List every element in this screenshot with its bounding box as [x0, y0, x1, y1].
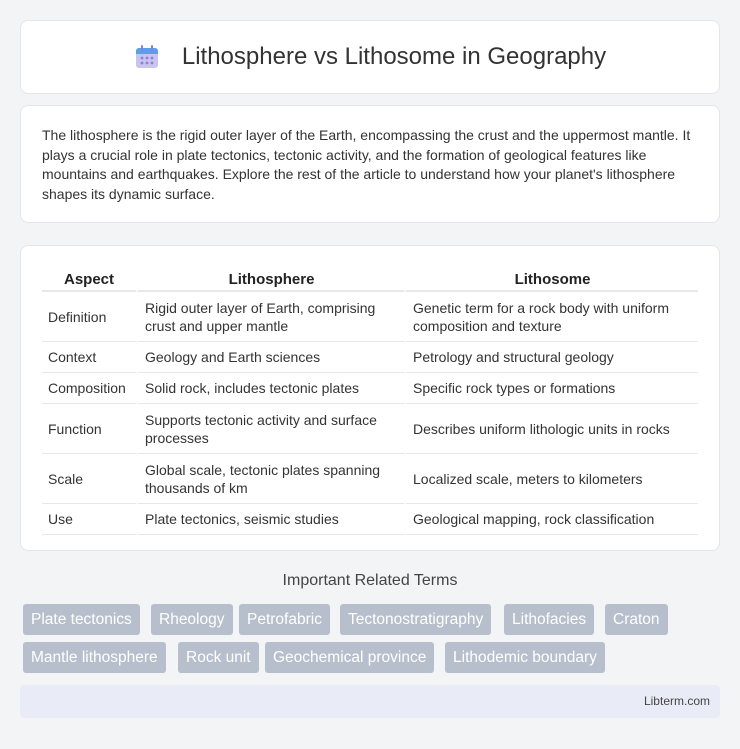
- cell-lithosome: Genetic term for a rock body with uniform composition and texture: [404, 292, 698, 342]
- cell-lithosome: Petrology and structural geology: [404, 342, 698, 373]
- related-terms-heading: Important Related Terms: [282, 572, 458, 589]
- cell-lithosphere: Supports tectonic activity and surface processes: [136, 404, 404, 454]
- table-row: [42, 342, 698, 373]
- tag-lithodemic-boundary[interactable]: Lithodemic boundary: [445, 642, 605, 673]
- cell-aspect: Use: [42, 504, 136, 535]
- table-row: [42, 454, 698, 504]
- table-row: [42, 292, 698, 342]
- cell-lithosphere: Solid rock, includes tectonic plates: [136, 373, 404, 404]
- intro-paragraph: The lithosphere is the rigid outer layer of the Earth, encompassing the crust and the uppermost mantle. It plays a crucial role in plate tectonics, tectonic activity, and the formation of geological features like mountains and earthquakes. Explore the rest of the article to understand how your planet's lithosphere shapes its dynamic surface.: [42, 127, 691, 202]
- cell-aspect: Definition: [42, 292, 136, 342]
- table-header-row: [42, 266, 698, 292]
- table-row: [42, 504, 698, 535]
- tag-craton[interactable]: Craton: [605, 604, 668, 635]
- cell-lithosphere: Plate tectonics, seismic studies: [136, 504, 404, 535]
- cell-aspect: Composition: [42, 373, 136, 404]
- column-header-lithosphere: Lithosphere: [136, 266, 404, 292]
- tag-lithofacies[interactable]: Lithofacies: [504, 604, 594, 635]
- intro-card: [20, 105, 720, 223]
- cell-lithosome: Localized scale, meters to kilometers: [404, 454, 698, 504]
- comparison-card: [20, 245, 720, 551]
- cell-aspect: Context: [42, 342, 136, 373]
- tag-tectonostratigraphy[interactable]: Tectonostratigraphy: [340, 604, 491, 635]
- page-title: Lithosphere vs Lithosome in Geography: [181, 43, 607, 70]
- footer-site-link[interactable]: Libterm.com: [643, 694, 710, 708]
- column-header-aspect: Aspect: [42, 266, 136, 292]
- tag-rock-unit[interactable]: Rock unit: [178, 642, 259, 673]
- cell-lithosome: Describes uniform lithologic units in rocks: [404, 404, 698, 454]
- footer: [20, 685, 720, 718]
- table-row: [42, 404, 698, 454]
- column-header-lithosome: Lithosome: [404, 266, 698, 292]
- tag-geochemical-province[interactable]: Geochemical province: [265, 642, 434, 673]
- tag-plate-tectonics[interactable]: Plate tectonics: [23, 604, 140, 635]
- cell-lithosphere: Geology and Earth sciences: [136, 342, 404, 373]
- cell-aspect: Scale: [42, 454, 136, 504]
- comparison-table: [42, 266, 698, 535]
- tag-rheology[interactable]: Rheology: [151, 604, 233, 635]
- tag-mantle-lithosphere[interactable]: Mantle lithosphere: [23, 642, 166, 673]
- cell-lithosome: Geological mapping, rock classification: [404, 504, 698, 535]
- tag-petrofabric[interactable]: Petrofabric: [239, 604, 330, 635]
- table-row: [42, 373, 698, 404]
- cell-aspect: Function: [42, 404, 136, 454]
- title-card: [20, 20, 720, 94]
- cell-lithosphere: Rigid outer layer of Earth, comprising crust and upper mantle: [136, 292, 404, 342]
- calendar-icon: [134, 44, 160, 70]
- cell-lithosome: Specific rock types or formations: [404, 373, 698, 404]
- cell-lithosphere: Global scale, tectonic plates spanning thousands of km: [136, 454, 404, 504]
